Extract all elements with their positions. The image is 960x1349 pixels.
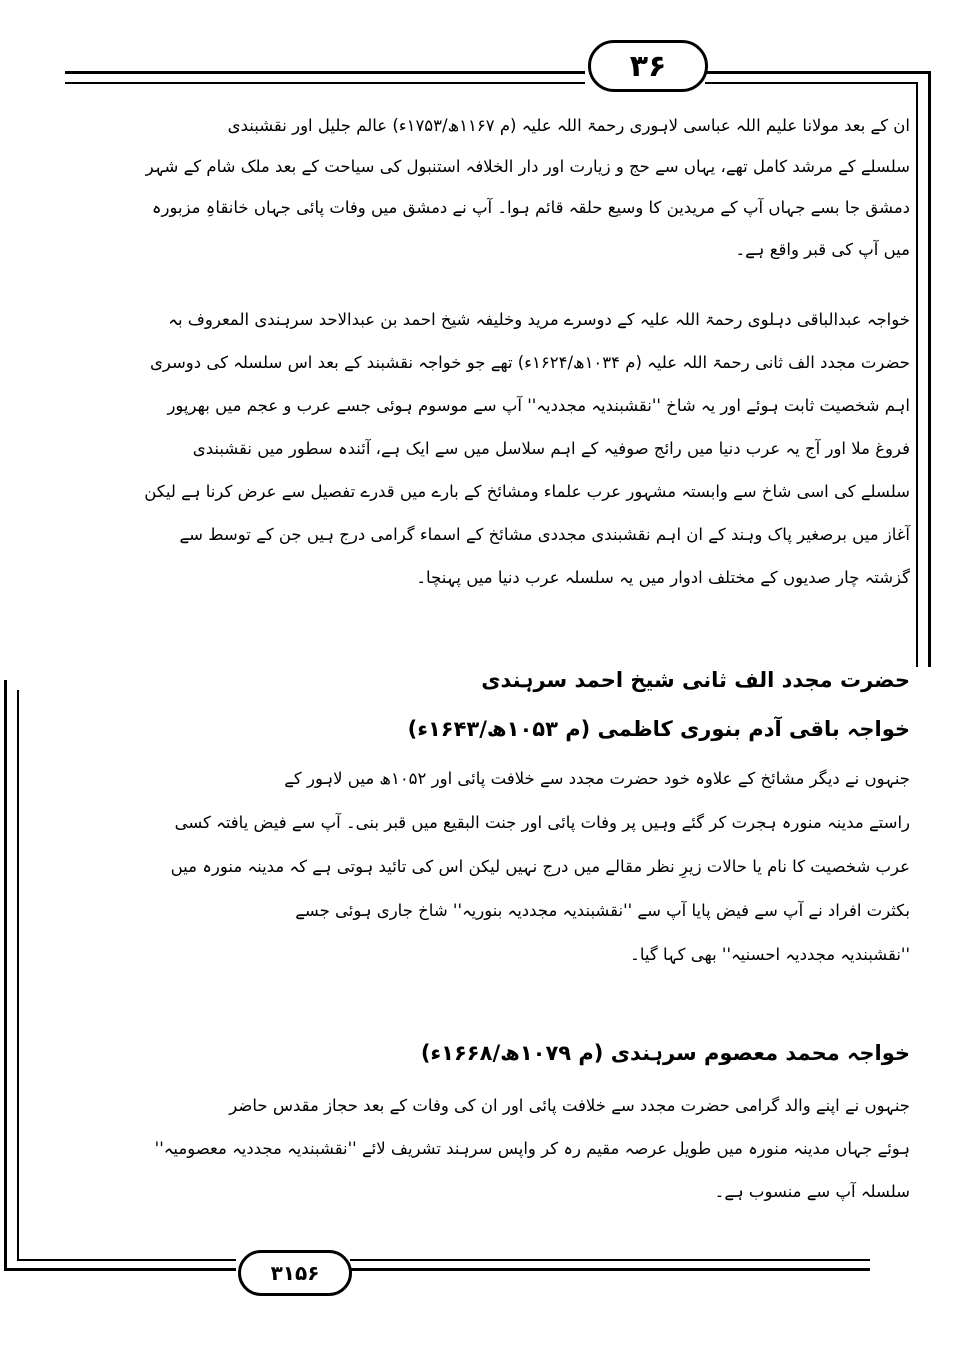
heading-text: خواجہ محمد معصوم سرہندی (م ۱۰۷۹ھ/۱۶۶۸ء): [420, 1041, 910, 1065]
frame-line: [17, 1259, 236, 1261]
text-line: دمشق جا بسے جہاں آپ کے مریدین کا وسیع حلقہ قائم ہوا۔ آپ نے دمشق میں وفات پائی جہاں خانقاہِ مزبورہ: [151, 198, 910, 217]
paragraph-4: [70, 1092, 910, 1232]
frame-line: [350, 1268, 870, 1271]
heading-text: خواجہ باقی آدم بنوری کاظمی (م ۱۰۵۳ھ/۱۶۴۳ء): [407, 717, 910, 741]
frame-line: [705, 71, 930, 74]
text-line: بکثرت افراد نے آپ سے فیض پایا آپ سے ''نقشبندیہ مجددیہ بنوریہ'' شاخ جاری ہوئی جسے: [295, 901, 910, 920]
text-line: اہم شخصیت ثابت ہوئے اور یہ شاخ ''نقشبندیہ مجددیہ'' آپ سے موسوم ہوئی جسے عرب و عجم میں بھرپور: [167, 396, 910, 415]
text-line: ''نقشبندیہ مجددیہ احسنیہ'' بھی کہا گیا۔: [630, 945, 910, 964]
frame-line: [350, 1259, 870, 1261]
text-line: سلسلے کے مرشد کامل تھے، یہاں سے حج و زیارت اور دار الخلافہ استنبول کی سیاحت کے بعد ملک شام کے شہر: [145, 157, 910, 176]
text-line: ہوئے جہاں مدینہ منورہ میں طویل عرصہ مقیم رہ کر واپس سرہند تشریف لائے ''نقشبندیہ مجددیہ معصومیہ'': [154, 1139, 910, 1158]
frame-line: [928, 71, 931, 667]
frame-line: [4, 1268, 236, 1271]
frame-line: [916, 82, 918, 667]
text-line: آغاز میں برصغیر پاک وہند کے ان اہم نقشبندی مجددی مشائخ کے اسماء گرامی درج ہیں جن کے توسط سے: [179, 525, 910, 544]
text-line: خواجہ عبدالباقی دہلوی رحمۃ اللہ علیہ کے دوسرے مرید وخلیفہ شیخ احمد بن عبدالاحد سرہندی المعروف بہ: [168, 310, 910, 329]
text-line: راستے مدینہ منورہ ہجرت کر گئے وہیں پر وفات پائی اور جنت البقیع میں قبر بنی۔ آپ سے فیض یافتہ کسی: [174, 813, 910, 832]
heading-text: حضرت مجدد الف ثانی شیخ احمد سرہندی: [481, 668, 910, 692]
frame-line: [4, 680, 7, 1271]
paragraph-3: [70, 765, 910, 995]
paragraph-2: [70, 306, 910, 636]
text-line: سلسلہ آپ سے منسوب ہے۔: [714, 1182, 910, 1201]
text-line: سلسلے کی اسی شاخ سے وابستہ مشہور عرب علماء ومشائخ کے بارے میں قدرے تفصیل سے عرض کرنا ہے لیکن: [144, 482, 910, 501]
section-heading: [70, 1037, 910, 1071]
text-line: حضرت مجدد الف ثانی رحمۃ اللہ علیہ (م ۱۰۳۴ھ/۱۶۲۴ء) تھے جو خواجہ نقشبند کے بعد اس سلسلہ کی دوسری: [149, 353, 910, 372]
page-number: ۳۶: [588, 40, 708, 92]
paragraph-1: [70, 112, 910, 292]
footer-number: ۳۱۵۶: [238, 1250, 352, 1296]
section-heading: [70, 664, 910, 698]
section-heading: [70, 713, 910, 747]
text-line: میں آپ کی قبر واقع ہے۔: [735, 240, 910, 259]
text-line: عرب شخصیت کا نام یا حالات زیرِ نظر مقالے میں درج نہیں لیکن اس کی تائید ہوتی ہے کہ مدینہ منورہ میں: [170, 857, 910, 876]
frame-line: [65, 71, 585, 74]
text-line: جنہوں نے دیگر مشائخ کے علاوہ خود حضرت مجدد سے خلافت پائی اور ۱۰۵۲ھ میں لاہور کے: [284, 769, 910, 788]
frame-line: [65, 82, 585, 84]
text-line: جنہوں نے اپنے والد گرامی حضرت مجدد سے خلافت پائی اور ان کی وفات کے بعد حجاز مقدس حاضر: [229, 1096, 910, 1115]
frame-line: [17, 690, 19, 1261]
text-line: فروغ ملا اور آج یہ عرب دنیا میں رائج صوفیہ کے اہم سلاسل میں سے ایک ہے، آئندہ سطور میں نقشبندی: [192, 439, 910, 458]
text-line: گزشتہ چار صدیوں کے مختلف ادوار میں یہ سلسلہ عرب دنیا میں پہنچا۔: [416, 568, 910, 587]
text-line: ان کے بعد مولانا علیم اللہ عباسی لاہوری رحمۃ اللہ علیہ (م ۱۱۶۷ھ/۱۷۵۳ء) عالم جلیل اور نقشبندی: [227, 116, 910, 135]
frame-line: [705, 82, 918, 84]
